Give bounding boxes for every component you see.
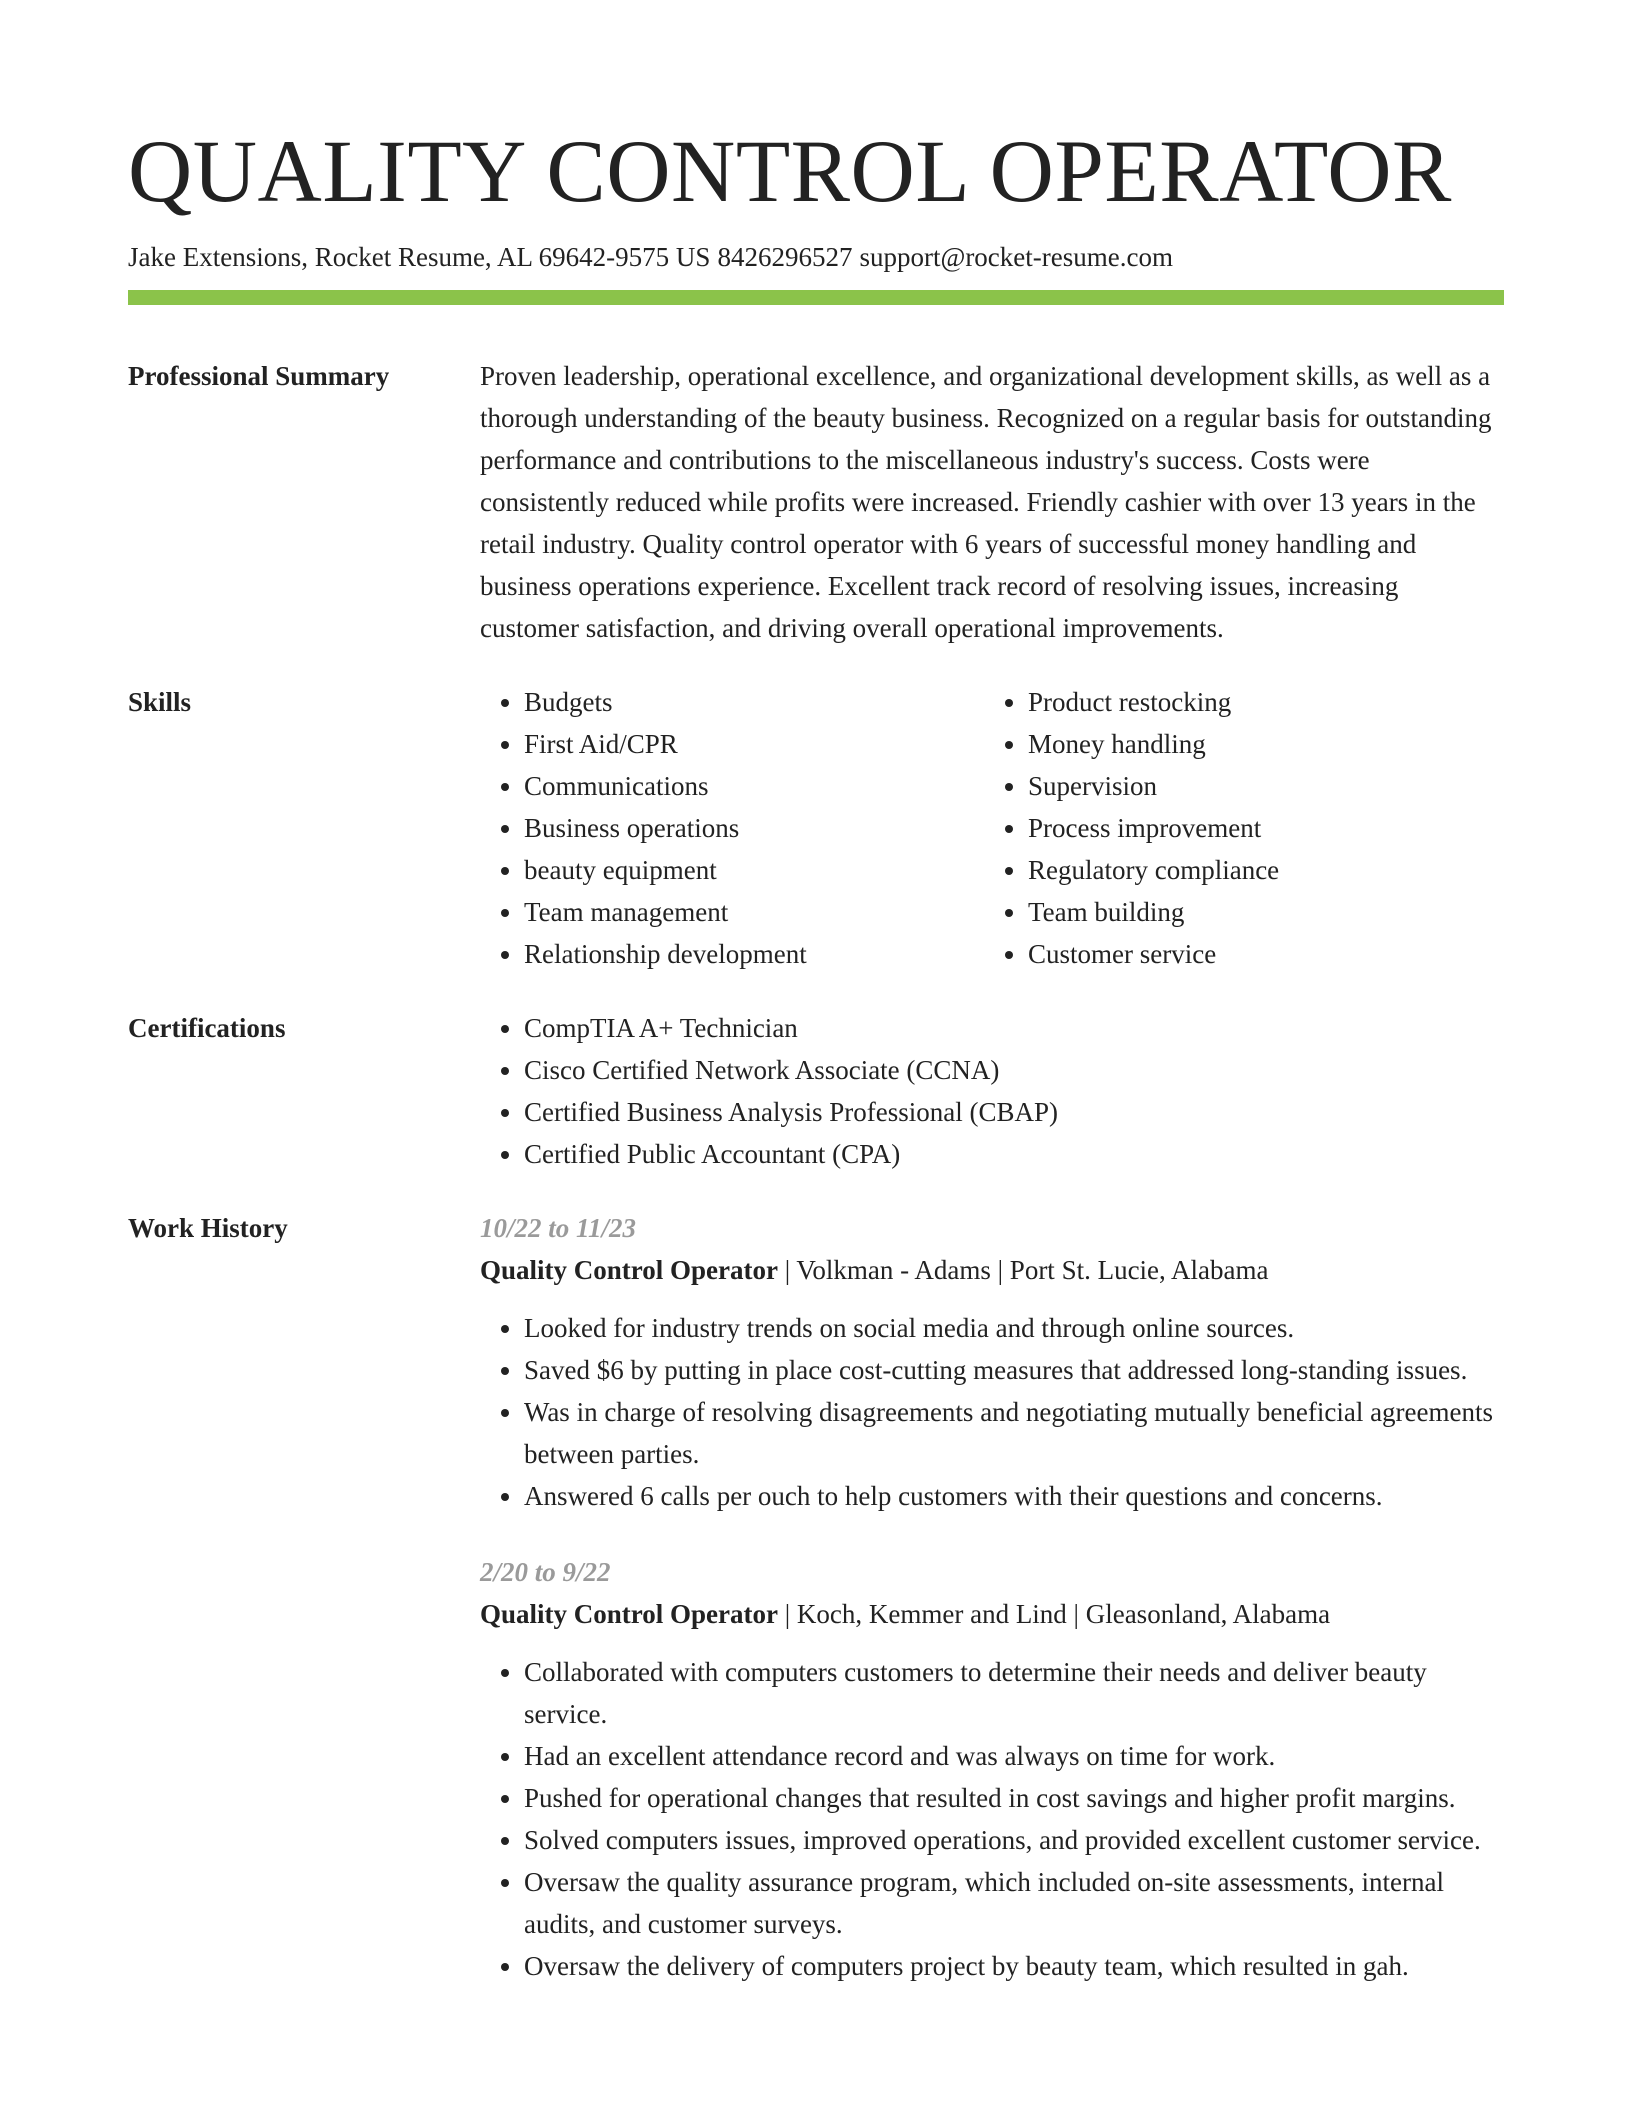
skill-item: • Product restocking: [1028, 681, 1488, 723]
job-dates: 2/20 to 9/22: [480, 1557, 611, 1587]
job-bullet: • Looked for industry trends on social media and through online sources.: [524, 1307, 1504, 1349]
skill-item: • First Aid/CPR: [524, 723, 984, 765]
section-heading-certifications: Certifications: [128, 1013, 286, 1043]
section-heading-work-history: Work History: [128, 1213, 288, 1243]
job-bullet: • Solved computers issues, improved operations, and provided excellent customer service.: [524, 1819, 1504, 1861]
skill-item: • Budgets: [524, 681, 984, 723]
job-bullet: • Was in charge of resolving disagreements and negotiating mutually beneficial agreements between parties.: [524, 1391, 1504, 1475]
job-title: Quality Control Operator: [480, 1255, 778, 1285]
job-bullet: • Collaborated with computers customers to determine their needs and deliver beauty service.: [524, 1651, 1504, 1735]
contact-email: support@rocket-resume.com: [859, 242, 1173, 272]
skill-item: • Relationship development: [524, 933, 984, 975]
job-bullets: [480, 1307, 1504, 1517]
job-employer-location: | Volkman - Adams | Port St. Lucie, Alabama: [777, 1255, 1269, 1285]
section-heading-summary: Professional Summary: [128, 361, 390, 391]
skill-item: • Regulatory compliance: [1028, 849, 1488, 891]
certifications-section: [128, 1007, 1504, 1175]
certifications-list: [480, 1007, 1504, 1175]
job-dates: 10/22 to 11/23: [480, 1213, 637, 1243]
header-divider: [128, 290, 1504, 305]
skill-item: • Customer service: [1028, 933, 1488, 975]
certification-item: • Certified Public Accountant (CPA): [524, 1133, 1504, 1175]
skills-list-right: [984, 681, 1488, 975]
job-title: Quality Control Operator: [480, 1599, 778, 1629]
skills-section: [128, 681, 1504, 975]
certification-item: • CompTIA A+ Technician: [524, 1007, 1504, 1049]
job-entry: [480, 1551, 1504, 1987]
job-bullet: • Pushed for operational changes that resulted in cost savings and higher profit margins.: [524, 1777, 1504, 1819]
contact-phone: 8426296527: [717, 242, 853, 272]
section-heading-skills: Skills: [128, 687, 192, 717]
job-bullet: • Oversaw the quality assurance program, which included on-site assessments, internal audits, and customer surveys.: [524, 1861, 1504, 1945]
contact-line: [128, 240, 1504, 274]
certification-item: • Certified Business Analysis Professional (CBAP): [524, 1091, 1504, 1133]
skill-item: • Business operations: [524, 807, 984, 849]
job-bullet: • Answered 6 calls per ouch to help customers with their questions and concerns.: [524, 1475, 1504, 1517]
skills-list-left: [480, 681, 984, 975]
skill-item: • Process improvement: [1028, 807, 1488, 849]
job-entry: [480, 1207, 1504, 1517]
skill-item: • Communications: [524, 765, 984, 807]
job-employer-location: | Koch, Kemmer and Lind | Gleasonland, Alabama: [777, 1599, 1331, 1629]
job-title-line: [480, 1249, 1504, 1291]
job-bullets: [480, 1651, 1504, 1987]
job-bullet: • Oversaw the delivery of computers project by beauty team, which resulted in gah.: [524, 1945, 1504, 1987]
job-bullet: • Saved $6 by putting in place cost-cutting measures that addressed long-standing issues.: [524, 1349, 1504, 1391]
work-history-section: [128, 1207, 1504, 1987]
summary-text: Proven leadership, operational excellence, and organizational development skills, as well as a thorough understanding of the beauty business. Recognized on a regular basis for outstanding performance and contributions to the miscellaneous industry's success. Costs were consistently reduced while profits were increased. Friendly cashier with over 13 years in the retail industry. Quality control operator with 6 years of successful money handling and business operations experience. Excellent track record of resolving issues, increasing customer satisfaction, and driving overall operational improvements.: [480, 361, 1492, 643]
skill-item: • Money handling: [1028, 723, 1488, 765]
skill-item: • beauty equipment: [524, 849, 984, 891]
skill-item: • Team building: [1028, 891, 1488, 933]
skill-item: • Team management: [524, 891, 984, 933]
contact-address: Jake Extensions, Rocket Resume, AL 69642-9575 US: [128, 242, 711, 272]
job-bullet: • Had an excellent attendance record and was always on time for work.: [524, 1735, 1504, 1777]
job-title-line: [480, 1593, 1504, 1635]
resume-title: QUALITY CONTROL OPERATOR: [128, 123, 1452, 221]
summary-section: [128, 355, 1504, 649]
skill-item: • Supervision: [1028, 765, 1488, 807]
certification-item: • Cisco Certified Network Associate (CCNA): [524, 1049, 1504, 1091]
